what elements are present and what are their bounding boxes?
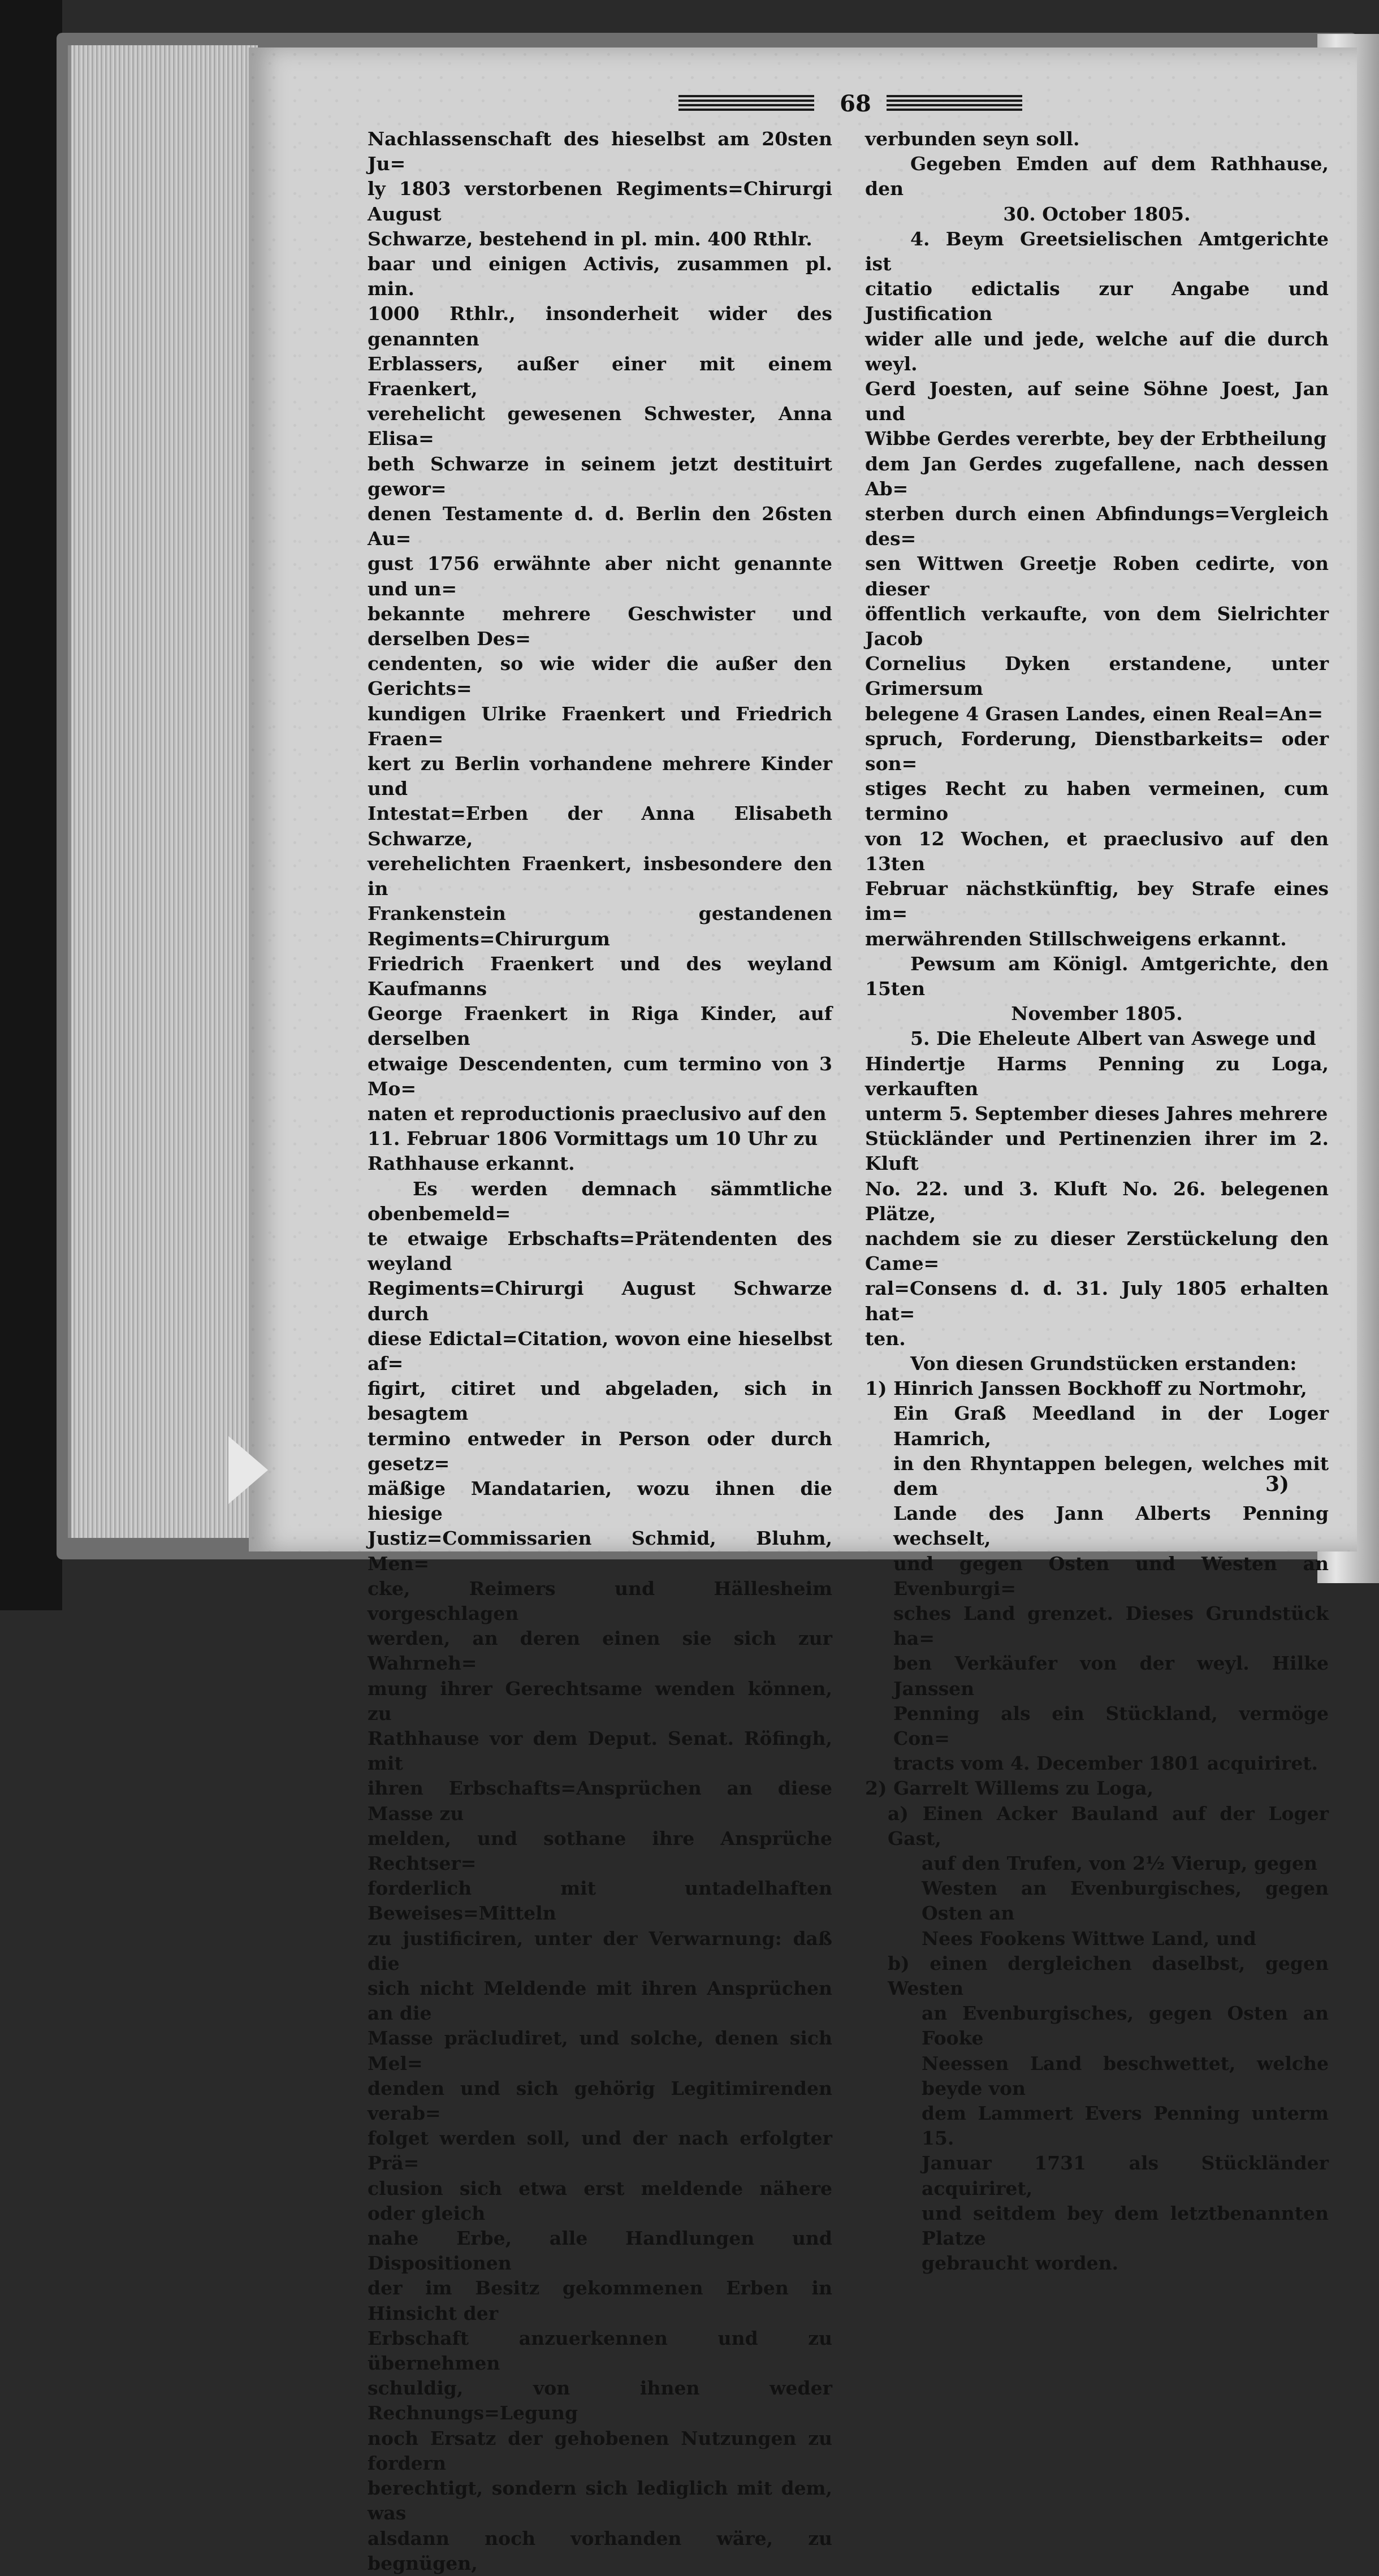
text-line: merwährenden Stillschweigens erkannt. <box>865 927 1287 950</box>
text-line: Nees Fookens Wittwe Land, und <box>922 1927 1256 1950</box>
text-line: gust 1756 erwähnte aber nicht genannte und un= <box>368 552 832 600</box>
text-line: Penning als ein Stückland, vermöge Con= <box>893 1702 1329 1749</box>
text-line: te etwaige Erbschafts=Prätendenten des weyland <box>368 1227 832 1275</box>
text-line: dem Jan Gerdes zugefallene, nach dessen Ab= <box>865 452 1329 500</box>
text-line: verbunden seyn soll. <box>865 128 1080 150</box>
text-line: sich nicht Meldende mit ihren Ansprüchen an die <box>368 1977 832 2025</box>
text-line: Regiments=Chirurgi August Schwarze durch <box>368 1277 832 1325</box>
text-line: stiges Recht zu haben vermeinen, cum termino <box>865 777 1329 825</box>
text-line: Stückländer und Pertinenzien ihrer im 2. Kluft <box>865 1127 1329 1175</box>
text-line: beth Schwarze in seinem jetzt destituirt gewor= <box>368 452 832 500</box>
page-header <box>678 90 1029 116</box>
text-line: kert zu Berlin vorhandene mehrere Kinder und <box>368 753 832 800</box>
text-line: Wibbe Gerdes vererbte, bey der Erbtheilung <box>865 427 1327 450</box>
text-line: noch Ersatz der gehobenen Nutzungen zu fordern <box>368 2427 832 2474</box>
text-line: auf den Trufen, von 2½ Vierup, gegen <box>922 1852 1317 1875</box>
text-line: Februar nächstkünftig, bey Strafe eines im= <box>865 878 1329 925</box>
text-line: denden und sich gehörig Legitimirenden verab= <box>368 2077 832 2125</box>
scan-backdrop <box>0 0 62 1610</box>
paragraph-citation <box>368 127 832 1177</box>
text-line: Justiz=Commissarien Schmid, Bluhm, Men= <box>368 1527 832 1575</box>
section-heading: Von diesen Grundstücken erstanden: <box>910 1352 1297 1375</box>
text-line: etwaige Descendenten, cum termino von 3 Mo= <box>368 1052 832 1100</box>
text-line: alsdann noch vorhanden wäre, zu begnügen, <box>368 2527 832 2574</box>
text-line: öffentlich verkaufte, von dem Sielrichter Jacob <box>865 602 1329 650</box>
text-line: 4. Beym Greetsielischen Amtgerichte ist <box>865 227 1329 275</box>
left-column <box>368 127 832 2576</box>
header-rule-right <box>887 95 1022 112</box>
text-line: Cornelius Dyken erstandene, unter Grimersum <box>865 652 1329 700</box>
text-line: melden, und sothane ihre Ansprüche Rechtser= <box>368 1827 832 1875</box>
text-line: diese Edictal=Citation, wovon eine hieselbst af= <box>368 1327 832 1375</box>
text-line: ten. <box>865 1327 906 1350</box>
text-line: Rathhause vor dem Deput. Senat. Röfingh, mit <box>368 1727 832 1775</box>
text-line: von 12 Wochen, et praeclusivo auf den 13ten <box>865 827 1329 875</box>
text-line: berechtigt, sondern sich lediglich mit dem, was <box>368 2477 832 2525</box>
text-line: Januar 1731 als Stückländer acquiriret, <box>922 2152 1329 2199</box>
text-line: folget werden soll, und der nach erfolgter Prä= <box>368 2127 832 2175</box>
text-line: Schwarze, bestehend in pl. min. 400 Rthlr. <box>368 227 812 250</box>
text-line: baar und einigen Activis, zusammen pl. min. <box>368 253 832 300</box>
header-rule-left <box>678 95 814 112</box>
text-line: Nachlassenschaft des hieselbst am 20sten Ju= <box>368 128 832 175</box>
text-line: 1000 Rthlr., insonderheit wider des genannten <box>368 302 832 350</box>
page-number: 68 <box>840 90 871 117</box>
text-line: Erbschaft anzuerkennen und zu übernehmen <box>368 2327 832 2375</box>
text-line: kundigen Ulrike Fraenkert und Friedrich Fraen= <box>368 702 832 750</box>
text-line: gebraucht worden. <box>922 2252 1119 2275</box>
text-line: Ein Graß Meedland in der Loger Hamrich, <box>893 1402 1329 1450</box>
text-line: Westen an Evenburgisches, gegen Osten an <box>922 1877 1329 1925</box>
text-line: Es werden demnach sämmtliche obenbemeld= <box>368 1177 832 1225</box>
text-line: mäßige Mandatarien, wozu ihnen die hiesige <box>368 1477 832 1525</box>
text-line: verehelichten Fraenkert, insbesondere den in <box>368 852 832 900</box>
text-line: 11. Februar 1806 Vormittags um 10 Uhr zu <box>368 1127 818 1150</box>
text-line: cendenten, so wie wider die außer den Gerichts= <box>368 652 832 700</box>
text-line: Masse präcludiret, und solche, denen sich Mel= <box>368 2027 832 2074</box>
buyer-name: 1) Hinrich Janssen Bockhoff zu Nortmohr, <box>865 1377 1307 1400</box>
text-line: 5. Die Eheleute Albert van Aswege und <box>910 1027 1316 1050</box>
text-line: an Evenburgisches, gegen Osten an Fooke <box>922 2002 1329 2050</box>
text-line: a) Einen Acker Bauland auf der Loger Gast, <box>888 1802 1329 1849</box>
notice-item-5 <box>865 1026 1329 1351</box>
text-line: sen Wittwen Greetje Roben cedirte, von dieser <box>865 552 1329 600</box>
text-line: Pewsum am Königl. Amtgerichte, den 15ten <box>865 952 1329 1000</box>
text-line: nahe Erbe, alle Handlungen und Dispositionen <box>368 2227 832 2275</box>
text-line: termino entweder in Person oder durch gesetz= <box>368 1427 832 1475</box>
text-line: ly 1803 verstorbenen Regiments=Chirurgi August <box>368 178 832 225</box>
text-line: figirt, citiret und abgeladen, sich in besagtem <box>368 1377 832 1425</box>
text-line: dem Lammert Evers Penning unterm 15. <box>922 2102 1329 2150</box>
buyer-2a-details <box>865 1801 1329 1951</box>
buyer-1-details <box>865 1401 1329 1776</box>
text-line: Friedrich Fraenkert und des weyland Kaufmanns <box>368 952 832 1000</box>
text-line: Gerd Joesten, auf seine Söhne Joest, Jan und <box>865 378 1329 425</box>
text-line: und seitdem bey dem letztbenannten Platze <box>922 2202 1329 2250</box>
text-line: bekannte mehrere Geschwister und derselben Des= <box>368 602 832 650</box>
text-line: verehelicht gewesenen Schwester, Anna Elisa= <box>368 403 832 450</box>
text-line: Intestat=Erben der Anna Elisabeth Schwarze, <box>368 802 832 850</box>
date-line: 30. October 1805. <box>1003 202 1191 225</box>
text-line: Rathhause erkannt. <box>368 1152 575 1175</box>
text-line: naten et reproductionis praeclusivo auf den <box>368 1102 827 1125</box>
right-column <box>865 127 1329 2276</box>
text-line: Erblassers, außer einer mit einem Fraenkert, <box>368 352 832 400</box>
text-line: forderlich mit untadelhaften Beweises=Mitteln <box>368 1877 832 1925</box>
text-line: unterm 5. September dieses Jahres mehrere <box>865 1102 1328 1125</box>
text-line: schuldig, von ihnen weder Rechnungs=Legung <box>368 2377 832 2424</box>
text-line: Lande des Jann Alberts Penning wechselt, <box>893 1502 1329 1550</box>
paragraph-summons <box>368 1177 832 2576</box>
folded-corner <box>228 1436 268 1504</box>
text-line: werden, an deren einen sie sich zur Wahrneh= <box>368 1627 832 1675</box>
text-line: No. 22. und 3. Kluft No. 26. belegenen Plätze, <box>865 1177 1329 1225</box>
catchword: 3) <box>1265 1472 1290 1496</box>
text-line: sterben durch einen Abfindungs=Vergleich des= <box>865 503 1329 550</box>
text-line: George Fraenkert in Riga Kinder, auf derselben <box>368 1002 832 1050</box>
text-line: citatio edictalis zur Angabe und Justification <box>865 278 1329 325</box>
text-line: zu justificiren, unter der Verwarnung: daß die <box>368 1927 832 1974</box>
text-line: belegene 4 Grasen Landes, einen Real=An= <box>865 702 1324 725</box>
text-line: mung ihrer Gerechtsame wenden können, zu <box>368 1677 832 1724</box>
buyer-2b-details <box>865 1951 1329 2276</box>
text-line: Neessen Land beschwettet, welche beyde von <box>922 2052 1329 2099</box>
notice-item-4 <box>865 227 1329 952</box>
text-line: wider alle und jede, welche auf die durch weyl. <box>865 327 1329 375</box>
text-line: clusion sich etwa erst meldende nähere oder gleich <box>368 2177 832 2224</box>
page-block-edges <box>68 45 258 1538</box>
text-line: sches Land grenzet. Dieses Grundstück ha= <box>893 1602 1329 1650</box>
date-line: November 1805. <box>1011 1002 1183 1025</box>
text-line: in den Rhyntappen belegen, welches mit dem <box>893 1452 1329 1499</box>
text-line: spruch, Forderung, Dienstbarkeits= oder son= <box>865 727 1329 775</box>
text-line: denen Testamente d. d. Berlin den 26sten Au= <box>368 503 832 550</box>
text-line: Frankenstein gestandenen Regiments=Chirurgum <box>368 902 832 950</box>
text-line: Gegeben Emden auf dem Rathhause, den <box>865 153 1329 200</box>
text-line: tracts vom 4. December 1801 acquiriret. <box>893 1752 1318 1775</box>
text-line: und gegen Osten und Westen an Evenburgi= <box>893 1552 1329 1600</box>
text-line: b) einen dergleichen daselbst, gegen Westen <box>888 1952 1329 2000</box>
text-line: nachdem sie zu dieser Zerstückelung den Came= <box>865 1227 1329 1275</box>
text-line: ben Verkäufer von der weyl. Hilke Janssen <box>893 1652 1329 1700</box>
text-line: der im Besitz gekommenen Erben in Hinsicht der <box>368 2277 832 2324</box>
text-line: Hindertje Harms Penning zu Loga, verkauften <box>865 1052 1329 1100</box>
text-line: ihren Erbschafts=Ansprüchen an diese Masse zu <box>368 1777 832 1825</box>
buyer-name: 2) Garrelt Willems zu Loga, <box>865 1777 1154 1800</box>
text-line: ral=Consens d. d. 31. July 1805 erhalten hat= <box>865 1277 1329 1325</box>
text-line: cke, Reimers und Hällesheim vorgeschlagen <box>368 1577 832 1624</box>
